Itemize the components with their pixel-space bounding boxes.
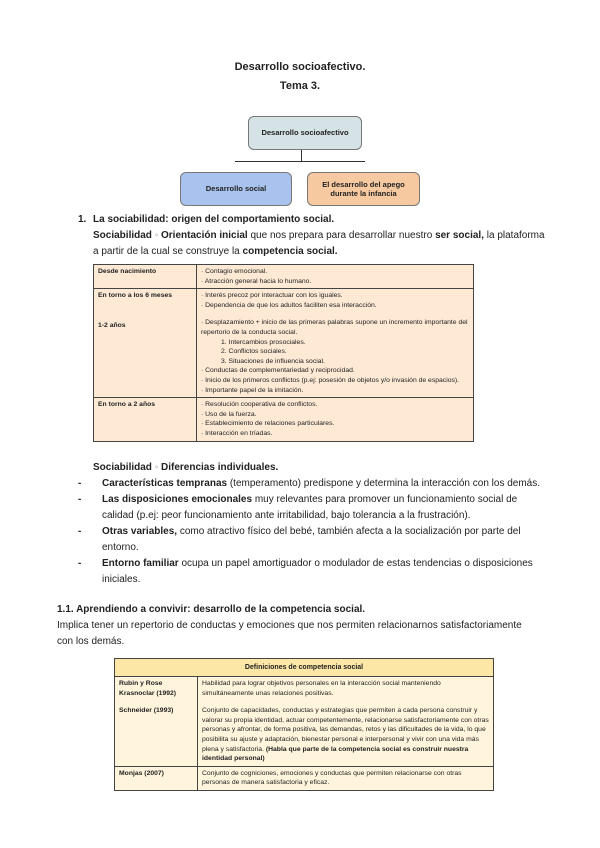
sociability-timeline-table [93, 264, 474, 442]
description-cell: · Resolución cooperativa de conflictos. · Uso de la fuerza. · Establecimiento de relaciones particulares. · Interacción en tríadas. [197, 398, 474, 441]
author-cell: Monjas (2007) [115, 766, 198, 790]
age-cell: En torno a 2 años [94, 398, 197, 441]
table-row [94, 289, 474, 398]
diagram-node-social: Desarrollo social [180, 172, 292, 206]
table-row [94, 398, 474, 441]
subheading: Sociabilidad ◦ Diferencias individuales. [93, 461, 279, 473]
section-individual-differences [78, 460, 548, 588]
list-item: - Características tempranas (temperamento) predispone y determina la interacción con los demás. [78, 476, 548, 492]
age-cell: Desde nacimiento [94, 265, 197, 289]
table-row [94, 265, 474, 289]
table-row [115, 766, 494, 790]
table-row [115, 677, 494, 767]
diagram-root-node: Desarrollo socioafectivo [248, 116, 362, 150]
paragraph: Implica tener un repertorio de conductas y emociones que nos permiten relacionarnos satisfactoriamente con los demás. [57, 619, 522, 647]
section-1 [78, 212, 548, 260]
concept-diagram [0, 106, 600, 206]
list-item: - Entorno familiar ocupa un papel amortiguador o modulador de estas tendencias o disposiciones iniciales. [78, 556, 548, 588]
definition-cell: Habilidad para lograr objetivos personales en la interacción social manteniendo simultáneamente unas relaciones positivas. Conjunto de capacidades, conductas y estrategias que permiten a cada persona construir y valorar su propia identidad, actuar competentemente, relacionarse satisfactoriamente con otras personas y afrontar, de forma positiva, las demandas, retos y las dificultades de la vida, lo que posibilita su ajuste y adaptación, bienestar personal e interpersonal y vivir con una vida más plena y satisfactoria. (Habla que parte de la competencia social es construir nuestra identidad personal) [198, 677, 494, 767]
sociabilidad-definition: Sociabilidad ◦ Orientación inicial que nos prepara para desarrollar nuestro ser social, la plataforma a partir de la cual se construye la competencia social. [93, 230, 545, 257]
definition-cell: Conjunto de cogniciones, emociones y conductas que permiten relacionarse con otras personas de manera satisfactoria y eficaz. [198, 766, 494, 790]
diagram-connector [301, 150, 302, 161]
list-item: - Otras variables, como atractivo físico del bebé, también afecta a la socialización por parte del entorno. [78, 524, 548, 556]
section-heading: 1.1. Aprendiendo a convivir: desarrollo de la competencia social. [57, 603, 366, 615]
description-cell: · Contagio emocional. · Atracción general hacia lo humano. [197, 265, 474, 289]
author-cell: Rubin y Rose Krasnoclar (1992) Schneider (1993) [115, 677, 198, 767]
age-cell: En torno a los 6 meses 1-2 años [94, 289, 197, 398]
document-subtitle: Tema 3. [279, 80, 321, 92]
diagram-connector [235, 161, 365, 162]
section-1-1 [57, 602, 527, 650]
section-number: 1. [78, 214, 87, 225]
section-heading: La sociabilidad: origen del comportamiento social. [93, 214, 335, 225]
list-item: - Las disposiciones emocionales muy relevantes para promover un funcionamiento social de calidad (p.ej: peor funcionamiento ante irritabilidad, bajo tolerancia a la frustración). [78, 492, 548, 524]
document-title: Desarrollo socioafectivo. [234, 61, 366, 73]
table-header: Definiciones de competencia social [115, 658, 494, 677]
competence-definitions-table [114, 658, 494, 792]
description-cell: · Interés precoz por interactuar con los iguales. · Dependencia de que los adultos faciliten esa interacción. · Desplazamiento + inicio de las primeras palabras supone un incremento importante del repertorio de la conducta social. 1. Intercambios prosociales. 2. Conflictos sociales. 3. Situaciones de influencia social. · Conductas de complementariedad y reciprocidad. · Inicio de los primeros conflictos (p.ej: posesión de objetos y/o invasión de espacios). · Importante papel de la imitación. [197, 289, 474, 398]
diagram-node-apego: El desarrollo del apego durante la infancia [307, 172, 420, 206]
